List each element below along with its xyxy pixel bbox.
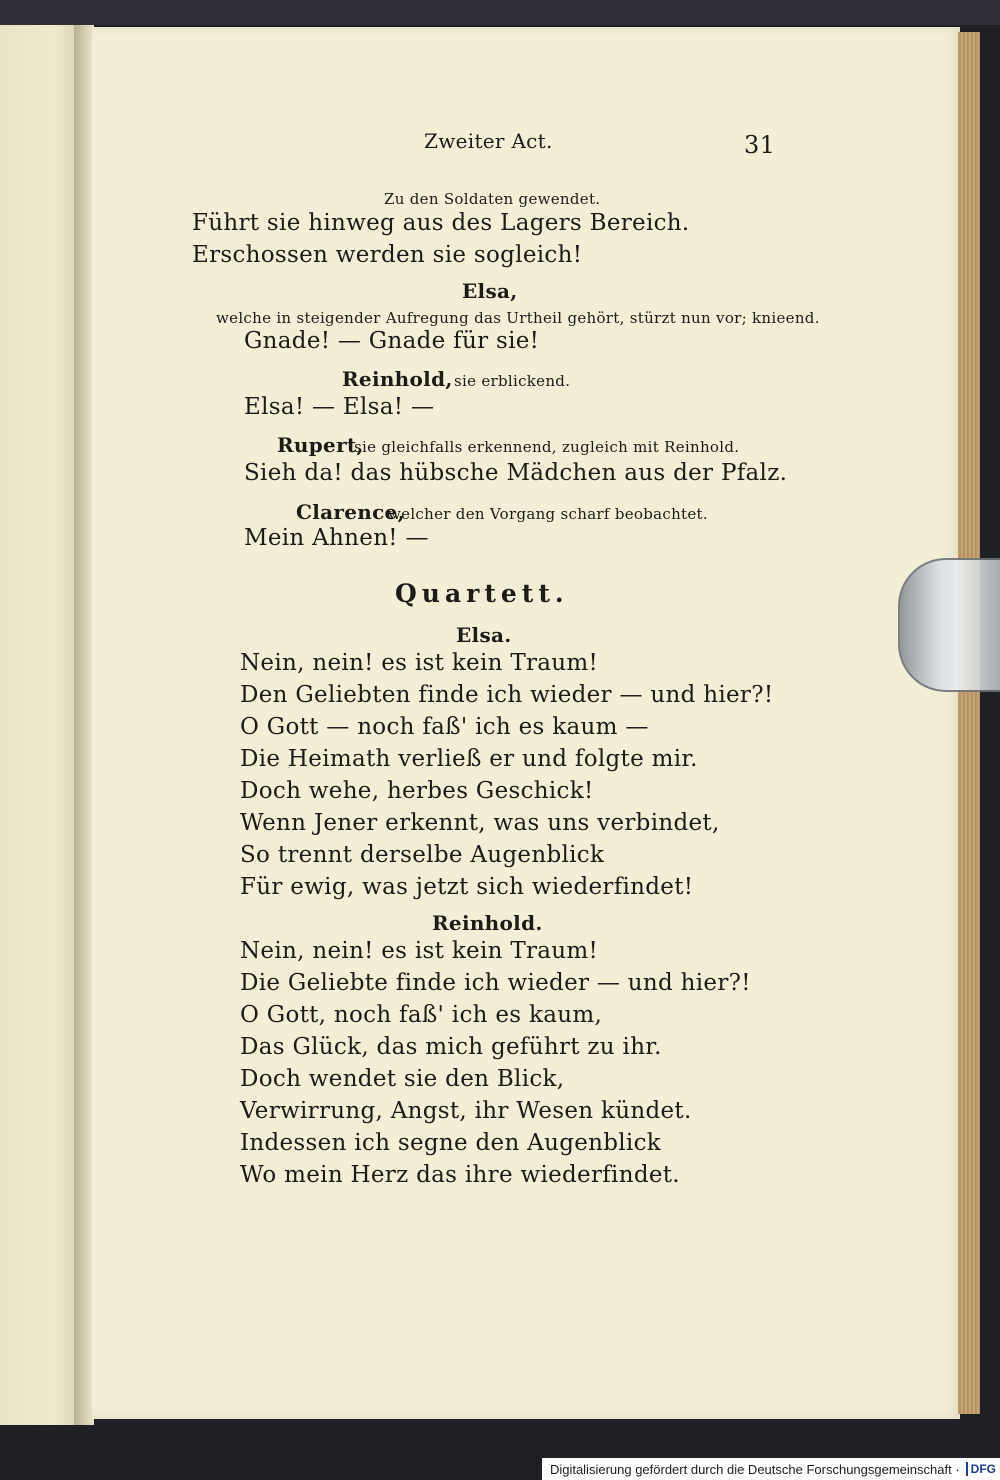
speaker-name: Rupert, bbox=[277, 433, 364, 457]
verse-line: Erschossen werden sie sogleich! bbox=[192, 242, 583, 268]
stage-direction: sie gleichfalls erkennend, zugleich mit Reinhold. bbox=[354, 438, 740, 456]
speaker-name: Clarence, bbox=[296, 500, 405, 524]
verse-line: Nein, nein! es ist kein Traum! bbox=[240, 650, 599, 676]
stage-direction: Zu den Soldaten gewendet. bbox=[384, 190, 601, 208]
verse-line: Nein, nein! es ist kein Traum! bbox=[240, 938, 599, 964]
page-stack-edge bbox=[958, 32, 980, 1414]
credit-text: Digitalisierung gefördert durch die Deutsche Forschungsgemeinschaft · bbox=[549, 1461, 960, 1477]
speaker-name: Reinhold, bbox=[342, 367, 453, 391]
verse-line: Führt sie hinweg aus des Lagers Bereich. bbox=[192, 210, 690, 236]
verse-line: Mein Ahnen! — bbox=[244, 525, 429, 551]
page-text bbox=[92, 27, 960, 1419]
verse-line: Wenn Jener erkennt, was uns verbindet, bbox=[240, 810, 720, 836]
verse-line: O Gott, noch faß' ich es kaum, bbox=[240, 1002, 603, 1028]
verse-line: Indessen ich segne den Augenblick bbox=[240, 1130, 661, 1156]
verse-line: Sieh da! das hübsche Mädchen aus der Pfalz. bbox=[244, 460, 788, 486]
running-title: Zweiter Act. bbox=[424, 129, 553, 153]
page-number: 31 bbox=[744, 131, 776, 159]
verse-line: Doch wehe, herbes Geschick! bbox=[240, 778, 594, 804]
verse-line: Verwirrung, Angst, ihr Wesen kündet. bbox=[240, 1098, 692, 1124]
verse-line: Die Geliebte finde ich wieder — und hier?! bbox=[240, 970, 751, 996]
section-title: Quartett. bbox=[395, 579, 569, 608]
verse-line: So trennt derselbe Augenblick bbox=[240, 842, 605, 868]
book-gutter bbox=[74, 25, 94, 1425]
dfg-logo: DFG bbox=[966, 1462, 996, 1476]
stage-direction: welcher den Vorgang scharf beobachtet. bbox=[388, 505, 708, 523]
verse-line: Die Heimath verließ er und folgte mir. bbox=[240, 746, 698, 772]
digitization-credit bbox=[542, 1458, 1000, 1480]
verse-line: Für ewig, was jetzt sich wiederfindet! bbox=[240, 874, 694, 900]
verse-line: Elsa! — Elsa! — bbox=[244, 394, 435, 420]
speaker-name: Reinhold. bbox=[432, 911, 543, 935]
verse-line: O Gott — noch faß' ich es kaum — bbox=[240, 714, 649, 740]
verse-line: Gnade! — Gnade für sie! bbox=[244, 328, 540, 354]
verse-line: Das Glück, das mich geführt zu ihr. bbox=[240, 1034, 662, 1060]
left-page-edge bbox=[0, 25, 80, 1425]
verse-line: Wo mein Herz das ihre wiederfindet. bbox=[240, 1162, 680, 1188]
speaker-name: Elsa, bbox=[462, 279, 518, 303]
stage-direction: sie erblickend. bbox=[454, 372, 571, 390]
verse-line: Den Geliebten finde ich wieder — und hier?! bbox=[240, 682, 774, 708]
stage-direction: welche in steigender Aufregung das Urtheil gehört, stürzt nun vor; knieend. bbox=[216, 309, 820, 327]
verse-line: Doch wendet sie den Blick, bbox=[240, 1066, 565, 1092]
speaker-name: Elsa. bbox=[456, 623, 512, 647]
